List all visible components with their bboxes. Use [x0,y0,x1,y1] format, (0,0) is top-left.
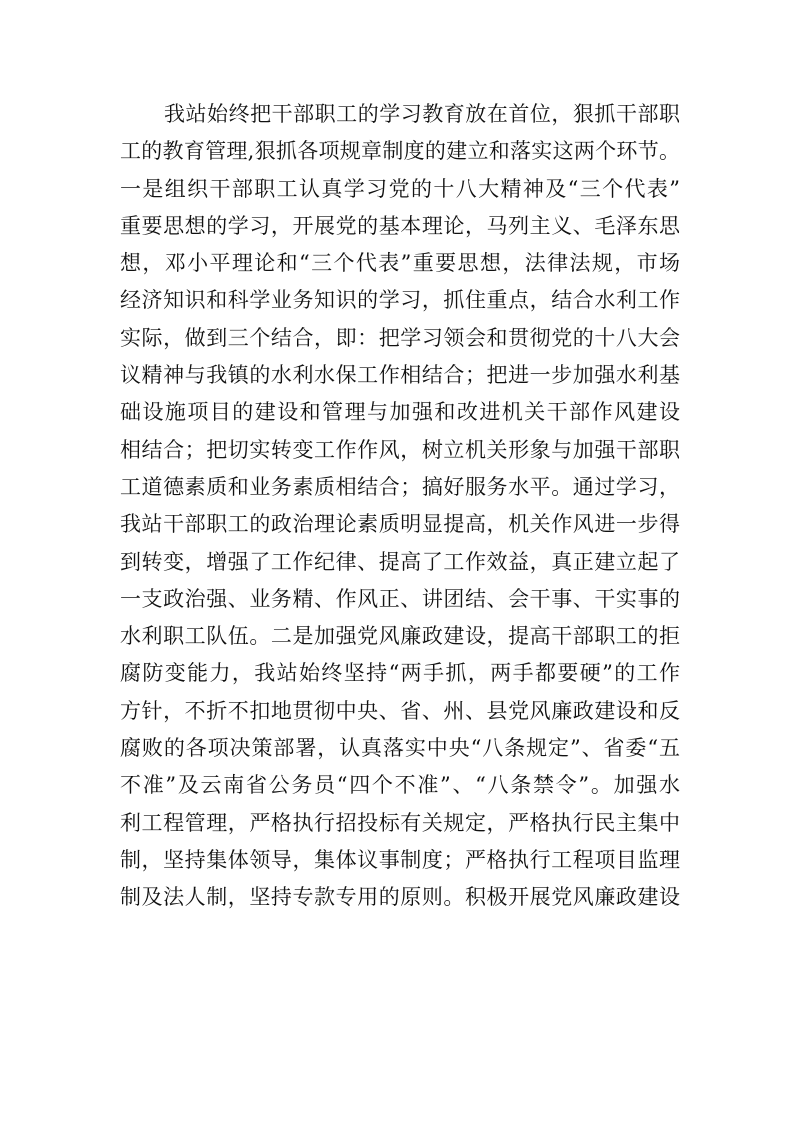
text-line-4: 重要思想的学习，开展党的基本理论，马列主义、毛泽东思 [120,213,680,238]
text-line-18: 腐败的各项决策部署，认真落实中央“八条规定”、省委“五 [120,736,680,761]
text-line-14: 一支政治强、业务精、作风正、讲团结、会干事、干实事的 [120,586,680,611]
text-line-11: 工道德素质和业务素质相结合；搞好服务水平。通过学习， [120,474,680,499]
text-line-1: 我站始终把干部职工的学习教育放在首位，狠抓干部职 [164,102,680,126]
text-line-20: 利工程管理，严格执行招投标有关规定，严格执行民主集中 [120,810,680,835]
text-line-17: 方针，不折不扣地贯彻中央、省、州、县党风廉政建设和反 [120,698,680,723]
text-line-5: 想，邓小平理论和“三个代表”重要思想，法律法规，市场 [120,251,680,276]
text-line-3: 一是组织干部职工认真学习党的十八大精神及“三个代表” [120,176,680,201]
text-line-8: 议精神与我镇的水利水保工作相结合；把进一步加强水利基 [120,363,680,388]
text-line-19: 不准”及云南省公务员“四个不准”、“八条禁令”。加强水 [120,773,680,798]
body-paragraph [120,96,680,917]
text-line-15: 水利职工队伍。二是加强党风廉政建设，提高干部职工的拒 [120,624,680,649]
text-line-6: 经济知识和科学业务知识的学习，抓住重点，结合水利工作 [120,288,680,313]
text-line-2: 工的教育管理,狠抓各项规章制度的建立和落实这两个环节。 [120,139,680,164]
text-line-12: 我站干部职工的政治理论素质明显提高，机关作风进一步得 [120,512,680,537]
text-line-13: 到转变，增强了工作纪律、提高了工作效益，真正建立起了 [120,549,680,574]
text-line-22: 制及法人制，坚持专款专用的原则。积极开展党风廉政建设 [120,885,680,910]
text-line-9: 础设施项目的建设和管理与加强和改进机关干部作风建设 [120,400,680,425]
text-line-16: 腐防变能力，我站始终坚持“两手抓，两手都要硬”的工作 [120,661,680,686]
text-line-7: 实际，做到三个结合，即：把学习领会和贯彻党的十八大会 [120,325,680,350]
text-line-21: 制，坚持集体领导，集体议事制度；严格执行工程项目监理 [120,847,680,872]
text-line-10: 相结合；把切实转变工作作风，树立机关形象与加强干部职 [120,437,680,462]
